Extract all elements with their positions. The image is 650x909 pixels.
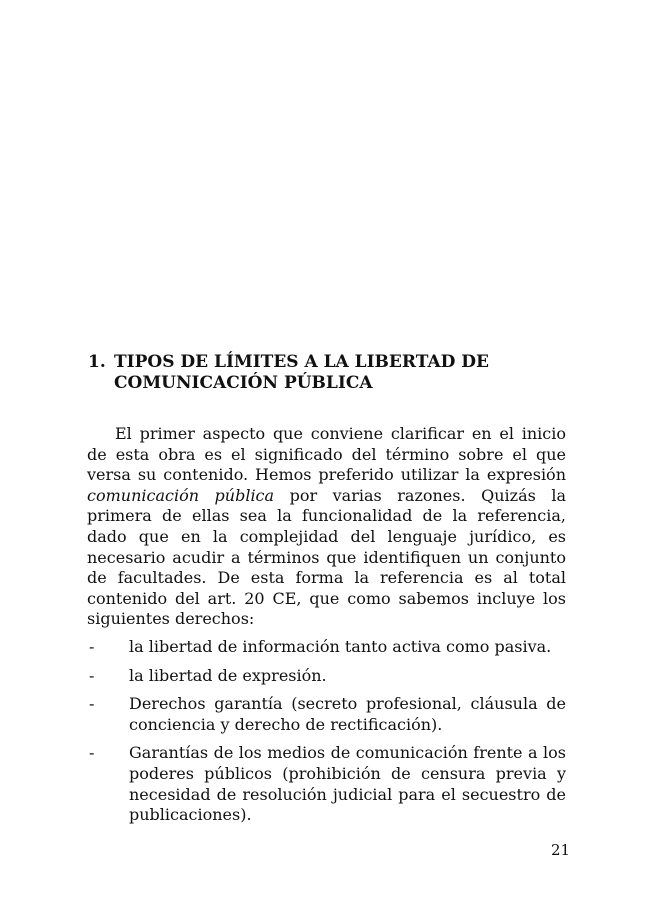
list-item-text: la libertad de expresión.	[129, 665, 327, 685]
intro-paragraph	[87, 424, 566, 630]
section-title-line-2: COMUNICACIÓN PÚBLICA	[114, 373, 373, 393]
list-dash: -	[89, 743, 95, 763]
page-number: 21	[551, 841, 571, 859]
paragraph-text-2: por varias razones. Quizás la primera de ellas sea la funcionalidad de la referencia, dado que en la complejidad del lenguaje jurídico, es necesario acudir a términos que identifiquen un conjunto de facultades. De esta forma la referencia es al total contenido del art. 20 CE, que como sabemos incluye los siguientes derechos:	[87, 485, 566, 629]
paragraph-text-1: El primer aspecto que conviene clarificar en el inicio de esta obra es el significado del término sobre el que versa su contenido. Hemos preferido utilizar la expresión	[87, 424, 566, 485]
body-text	[87, 424, 566, 834]
list-item	[87, 637, 566, 658]
paragraph-italic-term: comunicación pública	[87, 485, 275, 505]
list-item-text: Garantías de los medios de comunicación frente a los poderes públicos (prohibición de censura previa y necesidad de resolución judicial para el secuestro de publicaciones).	[129, 743, 566, 825]
list-item-text: la libertad de información tanto activa como pasiva.	[129, 636, 552, 656]
list-item	[87, 694, 566, 735]
section-title-line-1: TIPOS DE LÍMITES A LA LIBERTAD DE	[114, 352, 489, 372]
list-dash: -	[89, 694, 95, 714]
list-dash: -	[89, 636, 95, 656]
list-item-text: Derechos garantía (secreto profesional, cláusula de conciencia y derecho de rectificación).	[129, 694, 566, 734]
list-item	[87, 666, 566, 687]
rights-list	[87, 637, 566, 826]
section-number: 1.	[88, 352, 106, 372]
list-item	[87, 743, 566, 825]
list-dash: -	[89, 665, 95, 685]
section-heading	[88, 352, 568, 394]
section-title	[114, 352, 489, 394]
